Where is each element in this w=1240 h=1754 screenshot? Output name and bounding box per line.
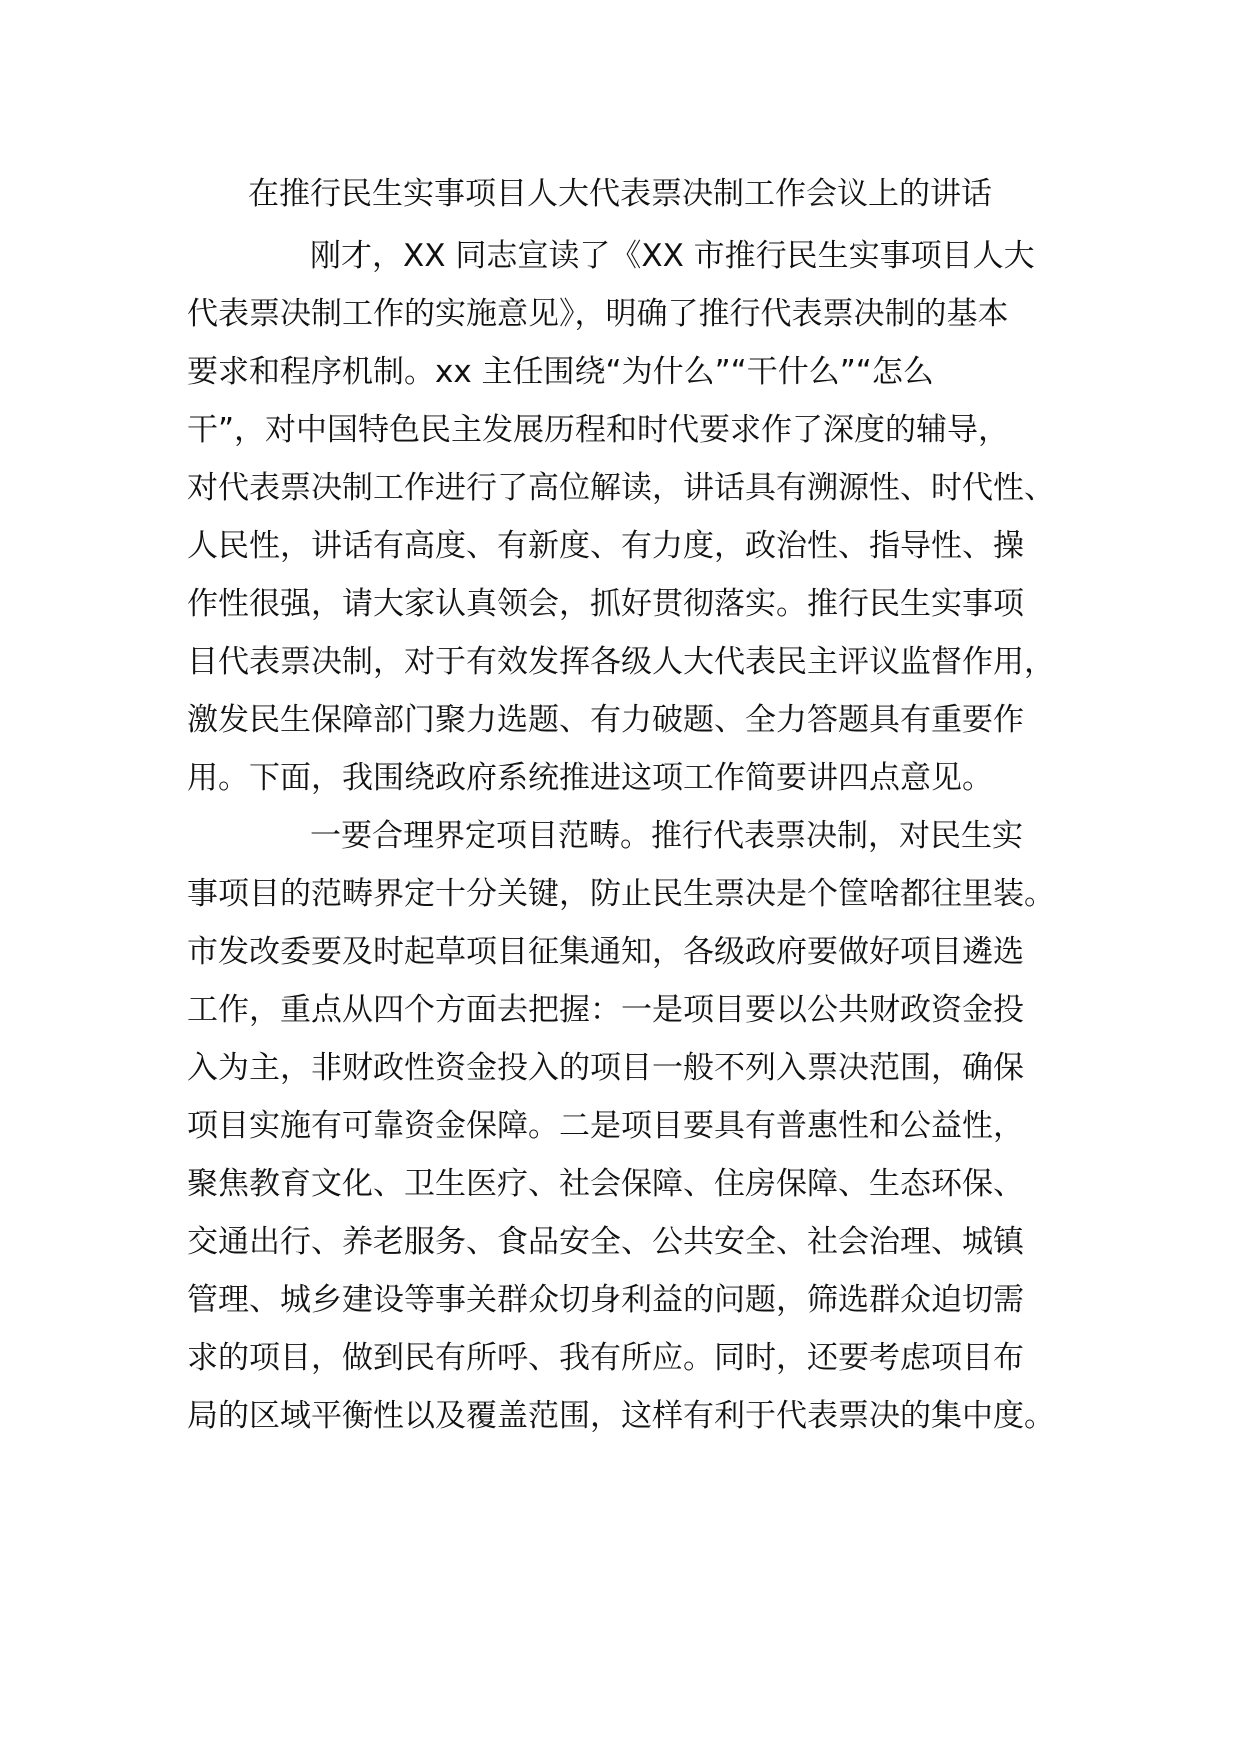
paragraph-1-line-7: 作性很强，请大家认真领会，抓好贯彻落实。推行民生实事项 bbox=[187, 586, 1024, 622]
paragraph-1-line-3: 要求和程序机制。xx 主任围绕“为什么”“干什么”“怎么 bbox=[187, 354, 934, 390]
paragraph-2-line-10: 求的项目，做到民有所呼、我有所应。同时，还要考虑项目布 bbox=[187, 1340, 1024, 1376]
paragraph-2-line-8: 交通出行、养老服务、食品安全、公共安全、社会治理、城镇 bbox=[187, 1224, 1024, 1260]
paragraph-1-line-5: 对代表票决制工作进行了高位解读，讲话具有溯源性、时代性、 bbox=[187, 470, 1055, 506]
paragraph-1-line-1: 刚才，XX 同志宣读了《XX 市推行民生实事项目人大 bbox=[310, 238, 1035, 274]
paragraph-1-line-6: 人民性，讲话有高度、有新度、有力度，政治性、指导性、操 bbox=[187, 528, 1024, 564]
paragraph-2-line-7: 聚焦教育文化、卫生医疗、社会保障、住房保障、生态环保、 bbox=[187, 1166, 1024, 1202]
paragraph-1-line-2: 代表票决制工作的实施意见》，明确了推行代表票决制的基本 bbox=[187, 296, 1009, 332]
paragraph-2-line-1: 一要合理界定项目范畴。推行代表票决制，对民生实 bbox=[310, 818, 1023, 854]
paragraph-1-line-10: 用。下面，我围绕政府系统推进这项工作简要讲四点意见。 bbox=[187, 760, 993, 796]
paragraph-2-line-5: 入为主，非财政性资金投入的项目一般不列入票决范围，确保 bbox=[187, 1050, 1024, 1086]
paragraph-2-line-4: 工作，重点从四个方面去把握：一是项目要以公共财政资金投 bbox=[187, 992, 1024, 1028]
paragraph-2-line-6: 项目实施有可靠资金保障。二是项目要具有普惠性和公益性， bbox=[187, 1108, 1024, 1144]
paragraph-1-line-9: 激发民生保障部门聚力选题、有力破题、全力答题具有重要作 bbox=[187, 702, 1024, 738]
paragraph-2-line-2: 事项目的范畴界定十分关键，防止民生票决是个筐啥都往里装。 bbox=[187, 876, 1055, 912]
paragraph-2-line-11: 局的区域平衡性以及覆盖范围，这样有利于代表票决的集中度。 bbox=[187, 1398, 1055, 1434]
document-title: 在推行民生实事项目人大代表票决制工作会议上的讲话 bbox=[248, 176, 992, 212]
paragraph-2-line-9: 管理、城乡建设等事关群众切身利益的问题，筛选群众迫切需 bbox=[187, 1282, 1024, 1318]
paragraph-1-line-4: 干”，对中国特色民主发展历程和时代要求作了深度的辅导， bbox=[187, 412, 1010, 448]
paragraph-2-line-3: 市发改委要及时起草项目征集通知，各级政府要做好项目遴选 bbox=[187, 934, 1024, 970]
paragraph-1-line-8: 目代表票决制，对于有效发挥各级人大代表民主评议监督作用， bbox=[187, 644, 1055, 680]
